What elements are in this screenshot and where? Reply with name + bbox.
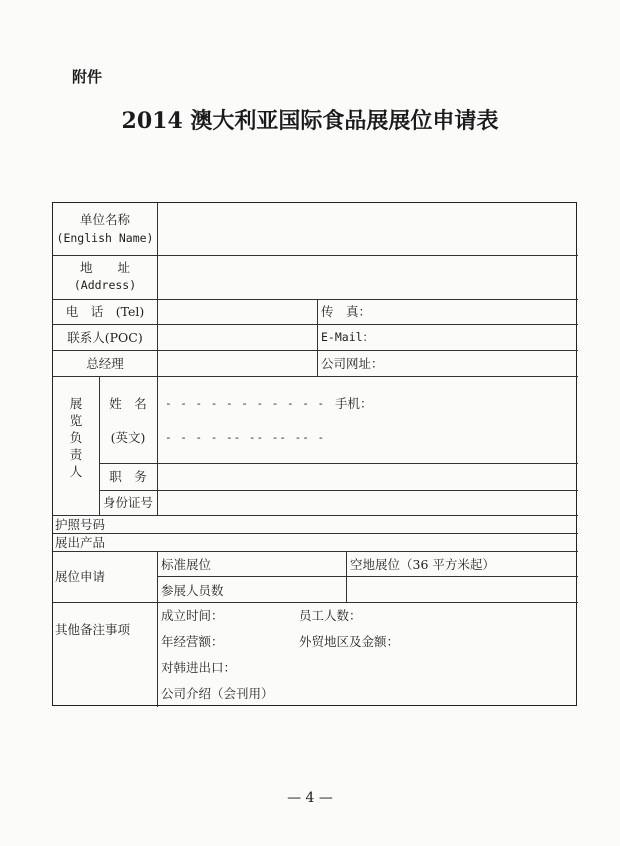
space-booth-option[interactable]: 空地展位（36 平方米起） — [350, 557, 495, 572]
name-dashes: - - - - - - - - - - - — [165, 397, 326, 410]
id-number-label: 身份证号 — [102, 495, 153, 510]
email-label: E-Mail： — [321, 330, 375, 344]
gm-label: 总经理 — [86, 356, 124, 371]
website-label: 公司网址： — [321, 356, 384, 371]
form-title: 2014 澳大利亚国际食品展展位申请表 — [121, 108, 499, 134]
address-field[interactable] — [159, 256, 577, 299]
page-number: — 4 — — [287, 790, 333, 806]
unit-name-en-label: (English Name) — [56, 231, 154, 245]
company-intro-label: 公司介绍（会刊用） — [161, 686, 274, 701]
passport-label: 护照号码 — [55, 517, 106, 532]
products-label: 展出产品 — [55, 535, 106, 550]
attachment-label: 附件 — [72, 68, 103, 86]
unit-name-label: 单位名称 — [79, 212, 130, 227]
phone-field[interactable] — [159, 300, 316, 324]
founded-label: 成立时间： — [161, 608, 224, 623]
remarks-label: 其他备注事项 — [55, 622, 131, 637]
mobile-label: 手机： — [335, 396, 373, 411]
revenue-label: 年经营额： — [161, 634, 224, 649]
phone-label: 电 话 (Tel) — [65, 304, 145, 319]
english-dashes: - - - - -- -- -- -- - — [165, 431, 326, 444]
contact-label: 联系人(POC) — [67, 330, 143, 345]
position-field[interactable] — [159, 464, 577, 490]
booth-apply-label: 展位申请 — [55, 569, 106, 584]
trade-area-label: 外贸地区及金额： — [299, 634, 400, 649]
unit-name-field[interactable] — [159, 203, 577, 255]
gm-field[interactable] — [159, 351, 316, 376]
application-form-table — [52, 202, 577, 706]
fax-label: 传 真： — [321, 304, 372, 319]
standard-booth-option[interactable]: 标准展位 — [161, 557, 212, 572]
staff-count-label: 参展人员数 — [161, 583, 224, 598]
contact-field[interactable] — [159, 325, 316, 350]
employees-label: 员工人数： — [299, 608, 362, 623]
name-label: 姓 名 — [109, 396, 147, 411]
address-en-label: (Address) — [73, 278, 137, 292]
english-name-label: (英文) — [110, 430, 146, 445]
id-number-field[interactable] — [159, 491, 577, 515]
korea-trade-label: 对韩进出口： — [161, 660, 237, 675]
position-label: 职 务 — [109, 469, 147, 484]
exhibitor-rep-label: 展览负责人 — [69, 396, 83, 479]
address-label: 地 址 — [79, 260, 130, 275]
